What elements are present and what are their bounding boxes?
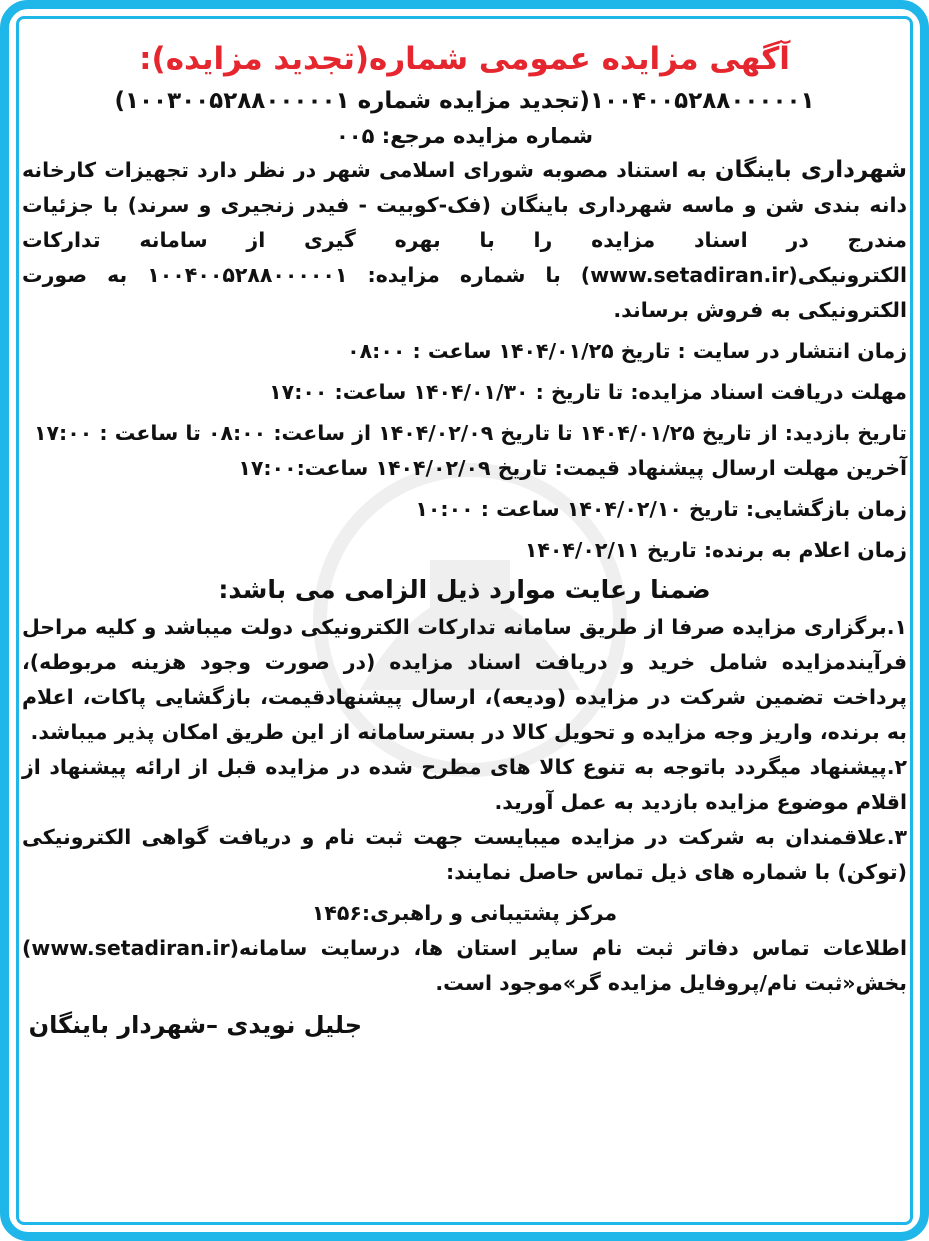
- note-2: ۲.پیشنهاد میگردد باتوجه به تنوع کالا های مطرح شده در مزایده قبل از ارائه پیشنهاد از اقلام موضوع مزایده بازدید به عمل آورید.: [22, 755, 907, 814]
- reference-number: شماره مزایده مرجع: ۰۰۵: [335, 124, 594, 148]
- note-3: ۳.علاقمندان به شرکت در مزایده میبایست جهت ثبت نام و دریافت گواهی الکترونیکی (توکن) با شماره های ذیل تماس حاصل نمایند:: [22, 825, 907, 884]
- support-center: مرکز پشتیبانی و راهبری:۱۴۵۶: [311, 901, 618, 925]
- contact-text-1: اطلاعات تماس دفاتر ثبت نام سایر استان ها، درسایت سامانه(: [229, 936, 907, 960]
- municipality-name: شهرداری باینگان: [714, 157, 907, 183]
- signature: جلیل نویدی –شهردار باینگان: [28, 1011, 362, 1039]
- intro-paragraph: [22, 153, 907, 328]
- visit-dates: تاریخ بازدید: از تاریخ ۱۴۰۴/۰۱/۲۵ تا تاریخ ۱۴۰۴/۰۲/۰۹ از ساعت: ۰۸:۰۰ تا ساعت : ۱۷:۰۰: [33, 421, 907, 445]
- intro-text-1: به استناد مصوبه شورای اسلامی شهر در نظر دارد تجهیزات کارخانه دانه بندی شن و ماسه شهرداری باینگان (فک-کوبیت - فیدر زنجیری و سرند) با جزئیات مندرج در اسناد مزایده را با بهره گیری از سامانه تدارکات الکترونیکی(: [22, 158, 907, 287]
- bid-deadline: آخرین مهلت ارسال پیشنهاد قیمت: تاریخ ۱۴۰۴/۰۲/۰۹ ساعت:۱۷:۰۰: [238, 456, 907, 480]
- contact-paragraph: [22, 931, 907, 1001]
- auction-numbers: ۱۰۰۴۰۰۵۲۸۸۰۰۰۰۰۱(تجدید مزایده شماره ۱۰۰۳۰۰۵۲۸۸۰۰۰۰۰۱): [114, 88, 815, 114]
- notice-content: [22, 40, 907, 1039]
- contact-text-2: ) بخش«ثبت نام/پروفایل مزایده گر»موجود است.: [22, 936, 907, 995]
- publish-time: زمان انتشار در سایت : تاریخ ۱۴۰۴/۰۱/۲۵ ساعت : ۰۸:۰۰: [347, 339, 907, 363]
- documents-deadline: مهلت دریافت اسناد مزایده: تا تاریخ : ۱۴۰۴/۰۱/۳۰ ساعت: ۱۷:۰۰: [269, 380, 907, 404]
- notice-title: آگهی مزایده عمومی شماره(تجدید مزایده):: [139, 41, 790, 77]
- winner-announcement: زمان اعلام به برنده: تاریخ ۱۴۰۴/۰۲/۱۱: [524, 538, 907, 562]
- intro-text-2: ) با شماره مزایده: ۱۰۰۴۰۰۵۲۸۸۰۰۰۰۰۱ به صورت الکترونیکی به فروش برساند.: [22, 263, 907, 322]
- note-1: ۱.برگزاری مزایده صرفا از طریق سامانه تدارکات الکترونیکی دولت میباشد و کلیه مراحل فرآیندمزایده شامل خرید و دریافت اسناد مزایده (در صورت وجود هزینه مربوطه)، پرداخت تضمین شرکت در مزایده (ودیعه)، ارسال پیشنهادقیمت، بازگشایی پاکات، اعلام به برنده، واریز وجه مزایده و تحویل کالا در بسترسامانه از این طریق امکان پذیر میباشد.: [22, 615, 907, 744]
- setadiran-link-2[interactable]: www.setadiran.ir: [31, 936, 230, 960]
- opening-time: زمان بازگشایی: تاریخ ۱۴۰۴/۰۲/۱۰ ساعت : ۱۰:۰۰: [415, 497, 907, 521]
- setadiran-link-1[interactable]: www.setadiran.ir: [590, 263, 789, 287]
- notes-heading: ضمنا رعایت موارد ذیل الزامی می باشد:: [218, 575, 711, 604]
